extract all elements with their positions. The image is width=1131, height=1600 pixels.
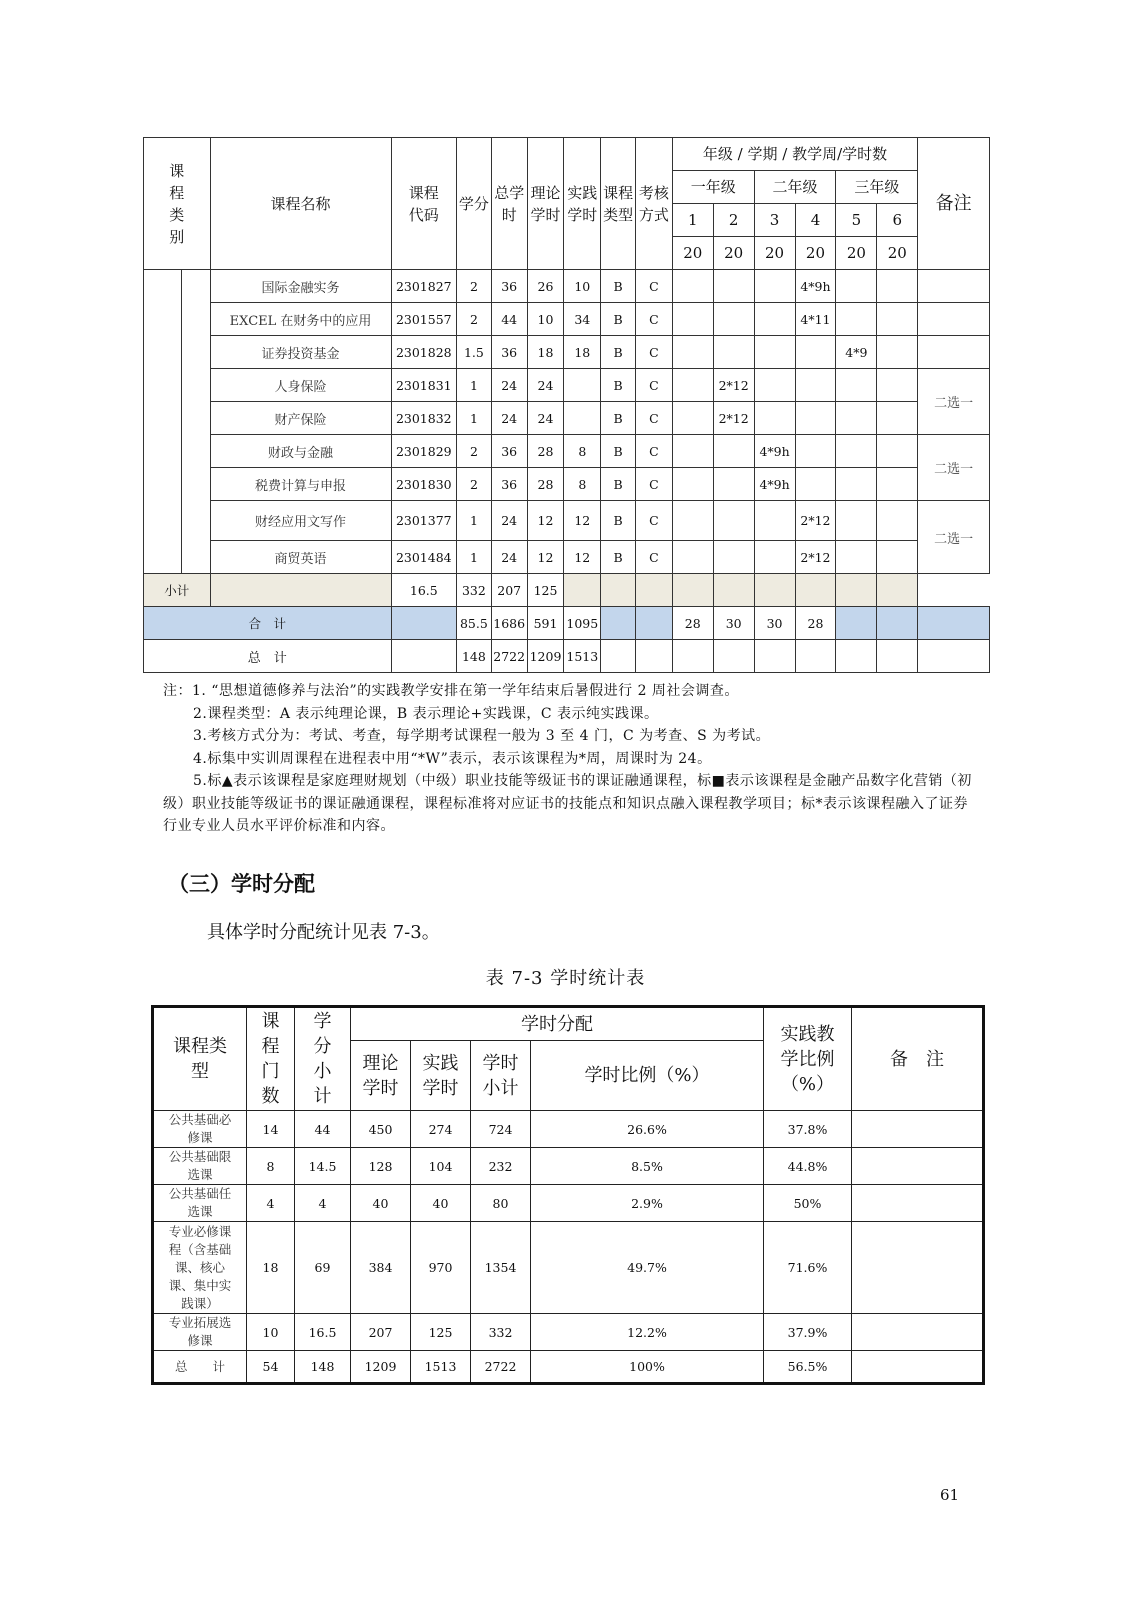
course-practice-hours	[564, 402, 601, 435]
hours-subtotal: 80	[471, 1185, 531, 1222]
h2-practice: 实践学时	[411, 1041, 471, 1111]
weeks-label: 20	[672, 237, 713, 270]
course-code: 2301377	[391, 501, 456, 541]
course-sem-1	[672, 501, 713, 541]
weeks-label: 20	[877, 237, 918, 270]
hours-theory: 1209	[351, 1351, 411, 1384]
weeks-label: 20	[795, 237, 836, 270]
course-row	[144, 369, 990, 402]
hours-category: 公共基础必修课	[153, 1111, 247, 1148]
course-sem-4	[795, 468, 836, 501]
course-type: B	[601, 435, 636, 468]
hours-practice-ratio: 50%	[764, 1185, 852, 1222]
course-type: B	[601, 501, 636, 541]
course-practice-hours: 12	[564, 501, 601, 541]
hours-category: 公共基础任选课	[153, 1185, 247, 1222]
course-credits: 1	[457, 501, 492, 541]
sum-practice: 1095	[564, 607, 601, 640]
hours-row	[153, 1351, 984, 1384]
course-theory-hours: 12	[527, 541, 564, 574]
sum-total: 1686	[491, 607, 527, 640]
hours-theory: 384	[351, 1222, 411, 1314]
course-credits: 1	[457, 541, 492, 574]
header-course-type: 课程类型	[601, 138, 636, 270]
header-credits: 学分	[457, 138, 492, 270]
course-theory-hours: 28	[527, 435, 564, 468]
hours-practice-ratio: 71.6%	[764, 1222, 852, 1314]
course-practice-hours	[564, 369, 601, 402]
course-total-hours: 24	[491, 501, 527, 541]
grand-total-total: 2722	[491, 640, 527, 673]
course-sem-1	[672, 369, 713, 402]
course-exam-method: C	[635, 501, 672, 541]
hours-category: 专业必修课程（含基础课、核心课、集中实践课）	[153, 1222, 247, 1314]
course-sem-5	[836, 270, 877, 303]
course-sem-1	[672, 468, 713, 501]
hours-remarks	[852, 1222, 984, 1314]
course-name: 财政与金融	[210, 435, 391, 468]
course-practice-hours: 12	[564, 541, 601, 574]
grand-total-theory: 1209	[527, 640, 564, 673]
hours-credits: 44	[295, 1111, 351, 1148]
course-sem-1	[672, 303, 713, 336]
course-sem-6	[877, 270, 918, 303]
sum-label: 合 计	[144, 607, 392, 640]
hours-row	[153, 1314, 984, 1351]
category-cell	[144, 270, 182, 574]
subtotal-code	[210, 574, 391, 607]
course-sem-4: 2*12	[795, 541, 836, 574]
course-practice-hours: 8	[564, 435, 601, 468]
hours-statistics-table	[151, 1005, 985, 1385]
subtotal-credits: 16.5	[391, 574, 456, 607]
course-type: B	[601, 402, 636, 435]
course-credits: 1	[457, 402, 492, 435]
course-exam-method: C	[635, 435, 672, 468]
course-credits: 2	[457, 303, 492, 336]
course-sem-6	[877, 435, 918, 468]
course-total-hours: 36	[491, 336, 527, 369]
course-schedule-table	[143, 137, 990, 673]
course-credits: 2	[457, 435, 492, 468]
hours-subtotal: 232	[471, 1148, 531, 1185]
header-category: 课程类别	[144, 138, 211, 270]
course-row	[144, 270, 990, 303]
h2-category: 课程类型	[153, 1007, 247, 1111]
course-code: 2301827	[391, 270, 456, 303]
h2-practice-ratio: 实践教学比例（%）	[764, 1007, 852, 1111]
course-row	[144, 336, 990, 369]
course-code: 2301829	[391, 435, 456, 468]
table-notes	[163, 680, 978, 838]
course-theory-hours: 28	[527, 468, 564, 501]
course-type: B	[601, 270, 636, 303]
course-exam-method: C	[635, 303, 672, 336]
hours-practice: 40	[411, 1185, 471, 1222]
hours-category: 总 计	[153, 1351, 247, 1384]
page-number: 61	[940, 1486, 960, 1504]
course-sem-2	[713, 336, 754, 369]
course-practice-hours: 8	[564, 468, 601, 501]
course-sem-6	[877, 468, 918, 501]
h2-remarks: 备 注	[852, 1007, 984, 1111]
hours-practice: 104	[411, 1148, 471, 1185]
course-theory-hours: 18	[527, 336, 564, 369]
course-name: 财经应用文写作	[210, 501, 391, 541]
hours-credits: 16.5	[295, 1314, 351, 1351]
course-practice-hours: 10	[564, 270, 601, 303]
hours-ratio: 49.7%	[531, 1222, 764, 1314]
hours-category: 公共基础限选课	[153, 1148, 247, 1185]
course-sem-3	[754, 402, 795, 435]
course-row	[144, 541, 990, 574]
semester-label: 6	[877, 204, 918, 237]
hours-practice: 125	[411, 1314, 471, 1351]
grand-total-label: 总 计	[144, 640, 392, 673]
course-sem-2	[713, 435, 754, 468]
hours-subtotal: 332	[471, 1314, 531, 1351]
subtotal-total: 332	[457, 574, 492, 607]
course-total-hours: 36	[491, 468, 527, 501]
course-total-hours: 44	[491, 303, 527, 336]
course-exam-method: C	[635, 541, 672, 574]
semester-label: 2	[713, 204, 754, 237]
course-total-hours: 24	[491, 402, 527, 435]
hours-theory: 40	[351, 1185, 411, 1222]
course-sem-3	[754, 501, 795, 541]
course-sem-6	[877, 541, 918, 574]
remark-choose-one: 二选一	[918, 501, 990, 574]
course-total-hours: 36	[491, 435, 527, 468]
header-year-1: 一年级	[672, 171, 754, 204]
hours-credits: 148	[295, 1351, 351, 1384]
hours-theory: 450	[351, 1111, 411, 1148]
hours-practice: 1513	[411, 1351, 471, 1384]
course-sem-4	[795, 402, 836, 435]
course-sem-3	[754, 369, 795, 402]
course-code: 2301830	[391, 468, 456, 501]
course-exam-method: C	[635, 270, 672, 303]
course-theory-hours: 24	[527, 369, 564, 402]
h2-theory: 理论学时	[351, 1041, 411, 1111]
hours-count: 4	[247, 1185, 295, 1222]
weeks-label: 20	[836, 237, 877, 270]
course-theory-hours: 26	[527, 270, 564, 303]
course-sem-5	[836, 435, 877, 468]
sum-semester-4: 28	[795, 607, 836, 640]
course-row	[144, 435, 990, 468]
hours-remarks	[852, 1148, 984, 1185]
header-theory-hours: 理论学时	[527, 138, 564, 270]
course-type: B	[601, 468, 636, 501]
semester-label: 1	[672, 204, 713, 237]
semester-label: 3	[754, 204, 795, 237]
course-practice-hours: 34	[564, 303, 601, 336]
course-sem-4: 4*9h	[795, 270, 836, 303]
hours-rows	[153, 1111, 984, 1384]
h2-allocation: 学时分配	[351, 1007, 764, 1041]
hours-practice-ratio: 44.8%	[764, 1148, 852, 1185]
weeks-label: 20	[713, 237, 754, 270]
header-schedule: 年级 / 学期 / 教学周/学时数	[672, 138, 917, 171]
hours-category: 专业拓展选修课	[153, 1314, 247, 1351]
course-sem-3	[754, 336, 795, 369]
course-total-hours: 24	[491, 369, 527, 402]
course-type: B	[601, 303, 636, 336]
hours-row	[153, 1148, 984, 1185]
hours-remarks	[852, 1351, 984, 1384]
course-sem-2: 2*12	[713, 369, 754, 402]
subtotal-label: 小计	[144, 574, 211, 607]
course-code: 2301828	[391, 336, 456, 369]
course-credits: 1.5	[457, 336, 492, 369]
course-sem-5	[836, 303, 877, 336]
course-credits: 2	[457, 270, 492, 303]
course-type: B	[601, 369, 636, 402]
remark-cell	[918, 336, 990, 369]
course-sem-5	[836, 369, 877, 402]
remark-choose-one: 二选一	[918, 369, 990, 435]
course-theory-hours: 24	[527, 402, 564, 435]
header-practice-hours: 实践学时	[564, 138, 601, 270]
header-remarks: 备注	[918, 138, 990, 270]
hours-theory: 128	[351, 1148, 411, 1185]
note-line: 注：1. “思想道德修养与法治”的实践教学安排在第一学年结束后暑假进行 2 周社会调查。	[163, 683, 739, 699]
sum-semester-1: 28	[672, 607, 713, 640]
course-credits: 2	[457, 468, 492, 501]
header-course-name: 课程名称	[210, 138, 391, 270]
course-name: EXCEL 在财务中的应用	[210, 303, 391, 336]
header-course-code: 课程代码	[391, 138, 456, 270]
subtotal-practice: 125	[527, 574, 564, 607]
sum-semester-2: 30	[713, 607, 754, 640]
remark-cell	[918, 303, 990, 336]
course-sem-4	[795, 369, 836, 402]
course-sem-6	[877, 369, 918, 402]
hours-remarks	[852, 1111, 984, 1148]
course-row	[144, 468, 990, 501]
course-sem-2	[713, 501, 754, 541]
course-sem-5	[836, 501, 877, 541]
course-type: B	[601, 336, 636, 369]
hours-count: 10	[247, 1314, 295, 1351]
course-row	[144, 501, 990, 541]
subcategory-cell	[181, 270, 210, 574]
course-name: 人身保险	[210, 369, 391, 402]
hours-credits: 4	[295, 1185, 351, 1222]
hours-ratio: 100%	[531, 1351, 764, 1384]
header-exam-method: 考核方式	[635, 138, 672, 270]
note-line: 2.课程类型：A 表示纯理论课，B 表示理论+实践课，C 表示纯实践课。	[193, 705, 659, 722]
course-total-hours: 24	[491, 541, 527, 574]
course-code: 2301831	[391, 369, 456, 402]
course-total-hours: 36	[491, 270, 527, 303]
hours-practice-ratio: 37.9%	[764, 1314, 852, 1351]
hours-count: 18	[247, 1222, 295, 1314]
remark-cell	[918, 270, 990, 303]
course-code: 2301484	[391, 541, 456, 574]
semester-label: 5	[836, 204, 877, 237]
hours-ratio: 12.2%	[531, 1314, 764, 1351]
course-exam-method: C	[635, 468, 672, 501]
course-sem-2	[713, 468, 754, 501]
course-name: 证券投资基金	[210, 336, 391, 369]
hours-count: 14	[247, 1111, 295, 1148]
course-code: 2301557	[391, 303, 456, 336]
course-name: 税费计算与申报	[210, 468, 391, 501]
course-exam-method: C	[635, 336, 672, 369]
hours-subtotal: 724	[471, 1111, 531, 1148]
hours-practice: 274	[411, 1111, 471, 1148]
note-line: 3.考核方式分为：考试、考查，每学期考试课程一般为 3 至 4 门，C 为考查、S 为考试。	[193, 728, 771, 744]
hours-ratio: 2.9%	[531, 1185, 764, 1222]
h2-credits: 学分小计	[295, 1007, 351, 1111]
hours-row	[153, 1222, 984, 1314]
course-sem-1	[672, 270, 713, 303]
course-rows	[144, 270, 990, 574]
hours-ratio: 26.6%	[531, 1111, 764, 1148]
course-sem-6	[877, 336, 918, 369]
hours-subtotal: 1354	[471, 1222, 531, 1314]
hours-count: 54	[247, 1351, 295, 1384]
note-line: 4.标集中实训周课程在进程表中用“*W”表示，表示该课程为*周，周课时为 24。	[193, 750, 712, 767]
course-sem-2: 2*12	[713, 402, 754, 435]
course-sem-3: 4*9h	[754, 468, 795, 501]
semester-label: 4	[795, 204, 836, 237]
hours-credits: 69	[295, 1222, 351, 1314]
course-sem-2	[713, 270, 754, 303]
course-practice-hours: 18	[564, 336, 601, 369]
header-year-3: 三年级	[836, 171, 918, 204]
weeks-label: 20	[754, 237, 795, 270]
hours-remarks	[852, 1314, 984, 1351]
subtotal-theory: 207	[491, 574, 527, 607]
course-sem-5	[836, 541, 877, 574]
course-type: B	[601, 541, 636, 574]
sum-code	[391, 607, 456, 640]
h2-count: 课程门数	[247, 1007, 295, 1111]
course-sem-1	[672, 541, 713, 574]
sum-credits: 85.5	[457, 607, 492, 640]
course-sem-3	[754, 270, 795, 303]
course-credits: 1	[457, 369, 492, 402]
hours-credits: 14.5	[295, 1148, 351, 1185]
course-exam-method: C	[635, 402, 672, 435]
hours-practice-ratio: 37.8%	[764, 1111, 852, 1148]
hours-subtotal: 2722	[471, 1351, 531, 1384]
course-sem-6	[877, 501, 918, 541]
hours-remarks	[852, 1185, 984, 1222]
h2-subtotal: 学时小计	[471, 1041, 531, 1111]
body-paragraph: 具体学时分配统计见表 7-3。	[207, 922, 440, 943]
hours-practice-ratio: 56.5%	[764, 1351, 852, 1384]
course-name: 国际金融实务	[210, 270, 391, 303]
course-sem-3	[754, 541, 795, 574]
course-sem-5: 4*9	[836, 336, 877, 369]
course-sem-1	[672, 402, 713, 435]
section-title: （三）学时分配	[168, 872, 315, 896]
hours-row	[153, 1185, 984, 1222]
course-name: 财产保险	[210, 402, 391, 435]
course-row	[144, 303, 990, 336]
sum-theory: 591	[527, 607, 564, 640]
course-theory-hours: 12	[527, 501, 564, 541]
course-sem-4: 2*12	[795, 501, 836, 541]
course-sem-3: 4*9h	[754, 435, 795, 468]
course-exam-method: C	[635, 369, 672, 402]
hours-theory: 207	[351, 1314, 411, 1351]
hours-ratio: 8.5%	[531, 1148, 764, 1185]
course-sem-5	[836, 402, 877, 435]
course-sem-2	[713, 541, 754, 574]
course-sem-5	[836, 468, 877, 501]
course-sem-4	[795, 336, 836, 369]
course-name: 商贸英语	[210, 541, 391, 574]
h2-ratio: 学时比例（%）	[531, 1041, 764, 1111]
course-sem-4	[795, 435, 836, 468]
hours-row	[153, 1111, 984, 1148]
grand-total-credits: 148	[457, 640, 492, 673]
header-total-hours: 总学时	[491, 138, 527, 270]
note-line: 5.标▲表示该课程是家庭理财规划（中级）职业技能等级证书的课证融通课程，标■表示该课程是金融产品数字化营销（初级）职业技能等级证书的课证融通课程，课程标准将对应证书的技能点和知识点融入课程教学项目；标*表示该课程融入了证券行业专业人员水平评价标准和内容。	[163, 773, 972, 834]
remark-choose-one: 二选一	[918, 435, 990, 501]
sum-semester-3: 30	[754, 607, 795, 640]
course-code: 2301832	[391, 402, 456, 435]
course-theory-hours: 10	[527, 303, 564, 336]
header-year-2: 二年级	[754, 171, 836, 204]
course-sem-2	[713, 303, 754, 336]
course-sem-6	[877, 303, 918, 336]
course-sem-4: 4*11	[795, 303, 836, 336]
grand-total-practice: 1513	[564, 640, 601, 673]
course-sem-1	[672, 336, 713, 369]
hours-practice: 970	[411, 1222, 471, 1314]
course-sem-6	[877, 402, 918, 435]
course-sem-1	[672, 435, 713, 468]
table-caption: 表 7-3 学时统计表	[485, 968, 646, 989]
hours-count: 8	[247, 1148, 295, 1185]
course-row	[144, 402, 990, 435]
course-sem-3	[754, 303, 795, 336]
